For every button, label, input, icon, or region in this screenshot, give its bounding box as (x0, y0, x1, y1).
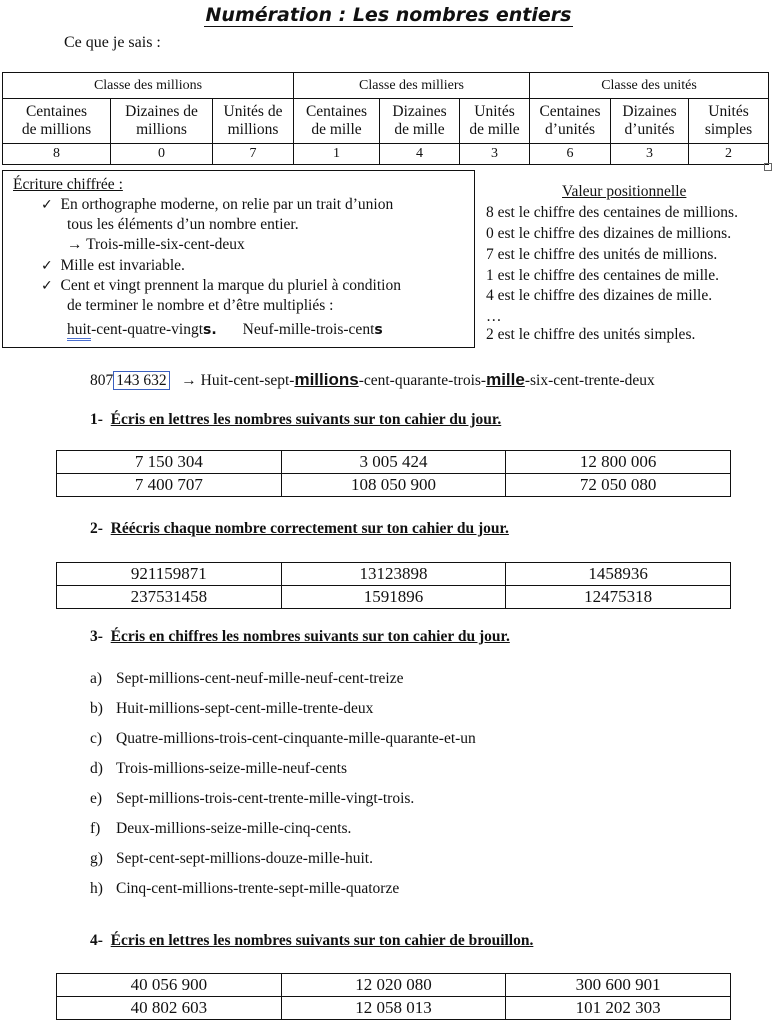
column-header: Centaines de millions (3, 99, 111, 144)
valeur-line: 7 est le chiffre des unités de millions. (486, 246, 718, 263)
number-cell: 12475318 (506, 586, 731, 609)
column-header: Unités simples (689, 99, 769, 144)
checkmark-icon: ✓ (41, 197, 53, 213)
valeur-line: 4 est le chiffre des dizaines de mille. (486, 287, 713, 304)
q1-table (56, 450, 731, 497)
rule-1: ✓ En orthographe moderne, on relie par un trait d’union (41, 196, 394, 213)
table-row (57, 451, 731, 474)
list-item: g) Sept-cent-sept-millions-douze-mille-huit. (90, 850, 373, 867)
valeur-line: … (486, 308, 502, 325)
list-item: b) Huit-millions-sept-cent-mille-trente-deux (90, 700, 374, 717)
number-cell: 921159871 (57, 563, 282, 586)
table-row (57, 563, 731, 586)
checkmark-icon: ✓ (41, 258, 53, 274)
number-cell: 300 600 901 (506, 974, 731, 997)
page-title: Numération : Les nombres entiers (205, 4, 572, 26)
table-row (57, 586, 731, 609)
plural-examples: huit-cent-quatre-vingts. Neuf-mille-trois-cents (67, 321, 383, 339)
question-2: 2- Réécris chaque nombre correctement sur ton cahier du jour. (90, 520, 509, 537)
digit-cell: 8 (3, 144, 111, 165)
number-cell: 12 058 013 (281, 997, 506, 1020)
class-unites: Classe des unités (530, 73, 769, 99)
digit-cell: 7 (213, 144, 294, 165)
number-cell: 108 050 900 (281, 474, 506, 497)
checkmark-icon: ✓ (41, 278, 53, 294)
number-cell: 72 050 080 (506, 474, 731, 497)
number-cell: 40 802 603 (57, 997, 282, 1020)
column-header: Centaines d’unités (530, 99, 611, 144)
table-resize-handle (764, 163, 772, 171)
digit-cell: 1 (294, 144, 380, 165)
digit-cell: 2 (689, 144, 769, 165)
digit-cell: 6 (530, 144, 611, 165)
ecriture-box (2, 170, 475, 348)
table-row (57, 474, 731, 497)
table-row (57, 997, 731, 1020)
rule-3: ✓ Cent et vingt prennent la marque du pluriel à condition (41, 277, 401, 294)
number-cell: 7 400 707 (57, 474, 282, 497)
number-cell: 237531458 (57, 586, 282, 609)
ecriture-heading: Écriture chiffrée : (13, 176, 123, 193)
column-header: Unités de millions (213, 99, 294, 144)
question-1: 1- Écris en lettres les nombres suivants sur ton cahier du jour. (90, 411, 502, 428)
valeur-line: 1 est le chiffre des centaines de mille. (486, 267, 719, 284)
question-4: 4- Écris en lettres les nombres suivants sur ton cahier de brouillon. (90, 932, 534, 949)
valeur-line: 2 est le chiffre des unités simples. (486, 326, 696, 343)
number-cell: 1591896 (281, 586, 506, 609)
rule-1-cont: tous les éléments d’un nombre entier. (67, 216, 299, 233)
list-item: a) Sept-millions-cent-neuf-mille-neuf-cent-treize (90, 670, 404, 687)
q4-table (56, 973, 731, 1020)
example-number: 807 143 632 → Huit-cent-sept-millions-cent-quarante-trois-mille-six-cent-trente-deux (90, 370, 655, 389)
subtitle: Ce que je sais : (64, 34, 161, 51)
list-item: h) Cinq-cent-millions-trente-sept-mille-quatorze (90, 880, 400, 897)
valeur-line: 0 est le chiffre des dizaines de millions. (486, 225, 732, 242)
column-header: Dizaines de mille (380, 99, 460, 144)
number-cell: 3 005 424 (281, 451, 506, 474)
valeur-line: 8 est le chiffre des centaines de millions. (486, 204, 738, 221)
valeur-box (478, 172, 770, 346)
class-millions: Classe des millions (3, 73, 294, 99)
valeur-heading: Valeur positionnelle (562, 183, 687, 200)
rule-1-example: → Trois-mille-six-cent-deux (67, 236, 245, 253)
number-cell: 12 800 006 (506, 451, 731, 474)
number-cell: 101 202 303 (506, 997, 731, 1020)
digit-cell: 3 (611, 144, 689, 165)
column-header: Centaines de mille (294, 99, 380, 144)
classes-table (2, 72, 769, 165)
column-header: Dizaines de millions (111, 99, 213, 144)
list-item: e) Sept-millions-trois-cent-trente-mille-vingt-trois. (90, 790, 415, 807)
number-cell: 13123898 (281, 563, 506, 586)
question-3: 3- Écris en chiffres les nombres suivants sur ton cahier du jour. (90, 628, 510, 645)
number-cell: 40 056 900 (57, 974, 282, 997)
list-item: c) Quatre-millions-trois-cent-cinquante-mille-quarante-et-un (90, 730, 476, 747)
number-cell: 12 020 080 (281, 974, 506, 997)
column-header: Dizaines d’unités (611, 99, 689, 144)
table-row (57, 974, 731, 997)
digit-cell: 0 (111, 144, 213, 165)
list-item: d) Trois-millions-seize-mille-neuf-cents (90, 760, 348, 777)
number-cell: 7 150 304 (57, 451, 282, 474)
rule-2: ✓ Mille est invariable. (41, 257, 185, 274)
number-cell: 1458936 (506, 563, 731, 586)
rule-3-cont: de terminer le nombre et d’être multipliés : (67, 297, 334, 314)
list-item: f) Deux-millions-seize-mille-cinq-cents. (90, 820, 352, 837)
column-header: Unités de mille (460, 99, 530, 144)
class-milliers: Classe des milliers (294, 73, 530, 99)
q2-table (56, 562, 731, 609)
digit-cell: 4 (380, 144, 460, 165)
digit-cell: 3 (460, 144, 530, 165)
